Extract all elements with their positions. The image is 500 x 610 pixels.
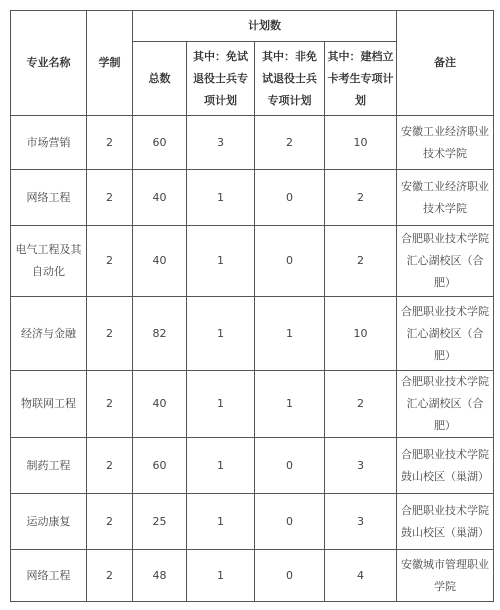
table-row — [11, 550, 494, 602]
nonexempt-veteran-cell: 0 — [255, 170, 325, 226]
note-cell: 安徽城市管理职业学院 — [397, 550, 494, 602]
exempt-veteran-cell: 3 — [187, 116, 255, 170]
major-cell: 网络工程 — [11, 550, 87, 602]
header-total: 总数 — [133, 42, 187, 116]
table-row — [11, 226, 494, 297]
years-cell: 2 — [87, 438, 133, 494]
major-cell: 网络工程 — [11, 170, 87, 226]
exempt-veteran-cell: 1 — [187, 297, 255, 371]
table-row — [11, 494, 494, 550]
total-cell: 60 — [133, 438, 187, 494]
header-years: 学制 — [87, 11, 133, 116]
nonexempt-veteran-cell: 1 — [255, 297, 325, 371]
table-row — [11, 297, 494, 371]
major-cell: 经济与金融 — [11, 297, 87, 371]
table-row — [11, 170, 494, 226]
header-note: 备注 — [397, 11, 494, 116]
poverty-registered-cell: 2 — [325, 226, 397, 297]
major-cell: 电气工程及其自动化 — [11, 226, 87, 297]
years-cell: 2 — [87, 550, 133, 602]
note-cell: 合肥职业技术学院鼓山校区（巢湖） — [397, 438, 494, 494]
total-cell: 48 — [133, 550, 187, 602]
header-poverty-registered: 其中：建档立卡考生专项计划 — [325, 42, 397, 116]
major-cell: 物联网工程 — [11, 371, 87, 438]
nonexempt-veteran-cell: 0 — [255, 226, 325, 297]
years-cell: 2 — [87, 170, 133, 226]
years-cell: 2 — [87, 226, 133, 297]
poverty-registered-cell: 10 — [325, 116, 397, 170]
table-row — [11, 438, 494, 494]
table-row — [11, 116, 494, 170]
header-major: 专业名称 — [11, 11, 87, 116]
major-cell: 制药工程 — [11, 438, 87, 494]
total-cell: 40 — [133, 371, 187, 438]
total-cell: 40 — [133, 170, 187, 226]
exempt-veteran-cell: 1 — [187, 226, 255, 297]
years-cell: 2 — [87, 494, 133, 550]
total-cell: 60 — [133, 116, 187, 170]
note-cell: 合肥职业技术学院汇心湖校区（合肥） — [397, 297, 494, 371]
table-row — [11, 371, 494, 438]
major-cell: 运动康复 — [11, 494, 87, 550]
poverty-registered-cell: 2 — [325, 170, 397, 226]
poverty-registered-cell: 3 — [325, 438, 397, 494]
nonexempt-veteran-cell: 2 — [255, 116, 325, 170]
nonexempt-veteran-cell: 0 — [255, 438, 325, 494]
enrollment-plan-table — [10, 10, 494, 602]
header-plan-group: 计划数 — [133, 11, 397, 42]
poverty-registered-cell: 2 — [325, 371, 397, 438]
header-exempt-veteran: 其中：免试退役士兵专项计划 — [187, 42, 255, 116]
exempt-veteran-cell: 1 — [187, 550, 255, 602]
poverty-registered-cell: 3 — [325, 494, 397, 550]
note-cell: 合肥职业技术学院鼓山校区（巢湖） — [397, 494, 494, 550]
exempt-veteran-cell: 1 — [187, 170, 255, 226]
years-cell: 2 — [87, 371, 133, 438]
total-cell: 25 — [133, 494, 187, 550]
exempt-veteran-cell: 1 — [187, 438, 255, 494]
header-nonexempt-veteran: 其中：非免试退役士兵专项计划 — [255, 42, 325, 116]
nonexempt-veteran-cell: 0 — [255, 550, 325, 602]
nonexempt-veteran-cell: 1 — [255, 371, 325, 438]
major-cell: 市场营销 — [11, 116, 87, 170]
years-cell: 2 — [87, 297, 133, 371]
note-cell: 合肥职业技术学院汇心湖校区（合肥） — [397, 371, 494, 438]
poverty-registered-cell: 10 — [325, 297, 397, 371]
note-cell: 安徽工业经济职业技术学院 — [397, 170, 494, 226]
years-cell: 2 — [87, 116, 133, 170]
nonexempt-veteran-cell: 0 — [255, 494, 325, 550]
total-cell: 82 — [133, 297, 187, 371]
poverty-registered-cell: 4 — [325, 550, 397, 602]
note-cell: 安徽工业经济职业技术学院 — [397, 116, 494, 170]
note-cell: 合肥职业技术学院汇心湖校区（合肥） — [397, 226, 494, 297]
exempt-veteran-cell: 1 — [187, 494, 255, 550]
total-cell: 40 — [133, 226, 187, 297]
exempt-veteran-cell: 1 — [187, 371, 255, 438]
